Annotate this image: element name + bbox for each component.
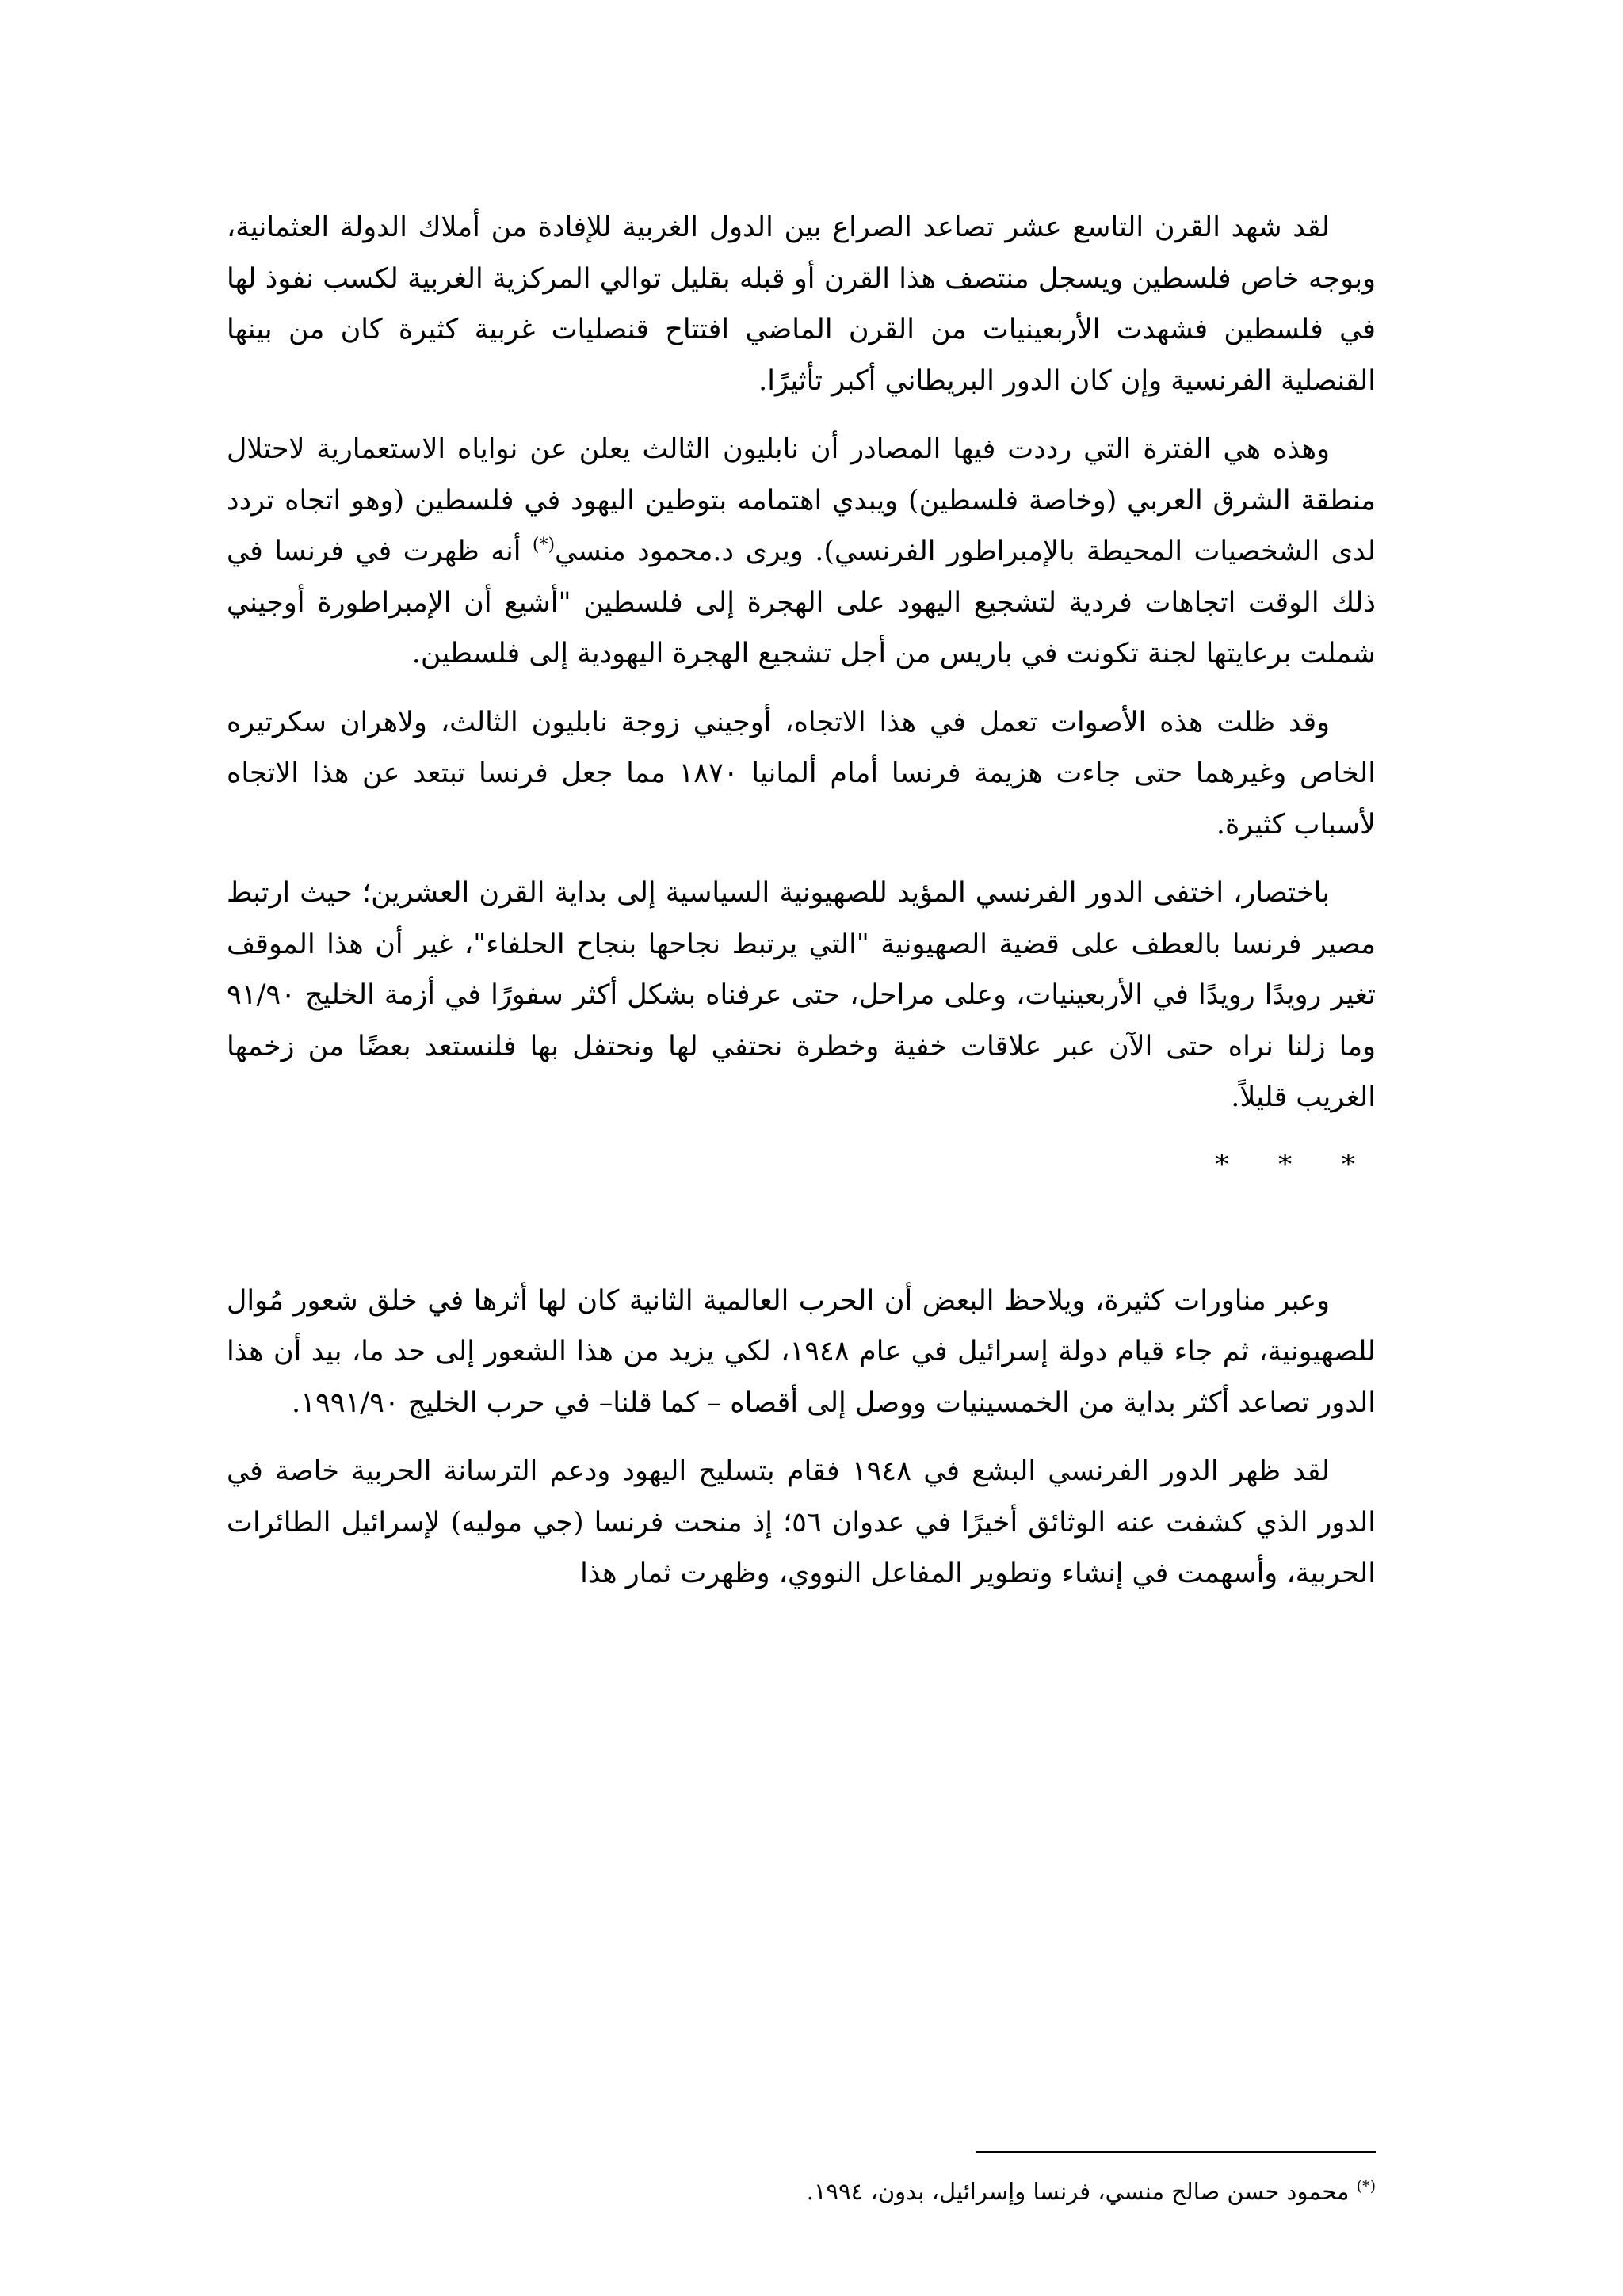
footnote-divider [976, 2151, 1376, 2153]
paragraph-1: لقد شهد القرن التاسع عشر تصاعد الصراع بين الدول الغربية للإفادة من أملاك الدولة العثمانية، وبوجه خاص فلسطين ويسجل منتصف هذا القرن أو قبله بقليل توالي المركزية الغربية لكسب نفوذ لها في فلسطين فشهدت الأربعينيات من القرن الماضي افتتاح قنصليات غربية كثيرة كان من بينها القنصلية الفرنسية وإن كان الدور البريطاني أكبر تأثيرًا. [227, 212, 1376, 397]
paragraph-2-text-end: أنه ظهرت في فرنسا في ذلك الوقت اتجاهات فردية لتشجيع اليهود على الهجرة إلى فلسطين "أشيع أن الإمبراطورة أوجيني شملت برعايتها لجنة تكونت في باريس من أجل تشجيع الهجرة اليهودية إلى فلسطين. [227, 536, 1376, 669]
paragraph-5: وعبر مناورات كثيرة، ويلاحظ البعض أن الحرب العالمية الثانية كان لها أثرها في خلق شعور مُوال للصهيونية، ثم جاء قيام دولة إسرائيل في عام ١٩٤٨، لكي يزيد من هذا الشعور إلى حد ما، بيد أن هذا الدور تصاعد أكثر بداية من الخمسينيات ووصل إلى أقصاه – كما قلنا– في حرب الخليج ١٩٩١/٩٠. [227, 1284, 1376, 1419]
section-separator: * * * [1215, 1148, 1376, 1180]
paragraph-6: لقد ظهر الدور الفرنسي البشع في ١٩٤٨ فقام بتسليح اليهود ودعم الترسانة الحربية خاصة في الدور الذي كشفت عنه الوثائق أخيرًا في عدوان ٥٦؛ إذ منحت فرنسا (جي موليه) لإسرائيل الطائرات الحربية، وأسهمت في إنشاء وتطوير المفاعل النووي، وظهرت ثمار هذا [227, 1455, 1377, 1589]
footnote-reference-mark: (*) [532, 535, 556, 555]
body-text [227, 202, 1376, 1617]
footnote-mark: (*) [1356, 2177, 1376, 2195]
paragraph-4: باختصار، اختفى الدور الفرنسي المؤيد للصهيونية السياسية إلى بداية القرن العشرين؛ حيث ارتبط مصير فرنسا بالعطف على قضية الصهيونية "التي يرتبط نجاحها بنجاح الحلفاء"، غير أن هذا الموقف تغير رويدًا رويدًا في الأربعينيات، وعلى مراحل، حتى عرفناه بشكل أكثر سفورًا في أزمة الخليج ٩١/٩٠ وما زلنا نراه حتى الآن عبر علاقات خفية وخطرة نحتفي لها ونحتفل بها فلنستعد بعضًا من زخمها الغريب قليلاً. [227, 877, 1376, 1113]
paragraph-2 [227, 424, 1376, 680]
footnote [227, 2174, 1376, 2209]
paragraph-2-text-start: وهذه هي الفترة التي رددت فيها المصادر أن نابليون الثالث يعلن عن نواياه الاستعمارية لاحتلال منطقة الشرق العربي (وخاصة فلسطين) ويبدي اهتمامه بتوطين اليهود في فلسطين (وهو اتجاه تردد لدى الشخصيات المحيطة بالإمبراطور الفرنسي). ويرى د.محمود منسي [227, 433, 1377, 567]
footnote-text: محمود حسن صالح منسي، فرنسا وإسرائيل، بدون، ١٩٩٤. [806, 2178, 1357, 2205]
paragraph-3: وقد ظلت هذه الأصوات تعمل في هذا الاتجاه، أوجيني زوجة نابليون الثالث، ولاهران سكرتيره الخاص وغيرهما حتى جاءت هزيمة فرنسا أمام ألمانيا ١٨٧٠ مما جعل فرنسا تبتعد عن هذا الاتجاه لأسباب كثيرة. [227, 706, 1376, 841]
